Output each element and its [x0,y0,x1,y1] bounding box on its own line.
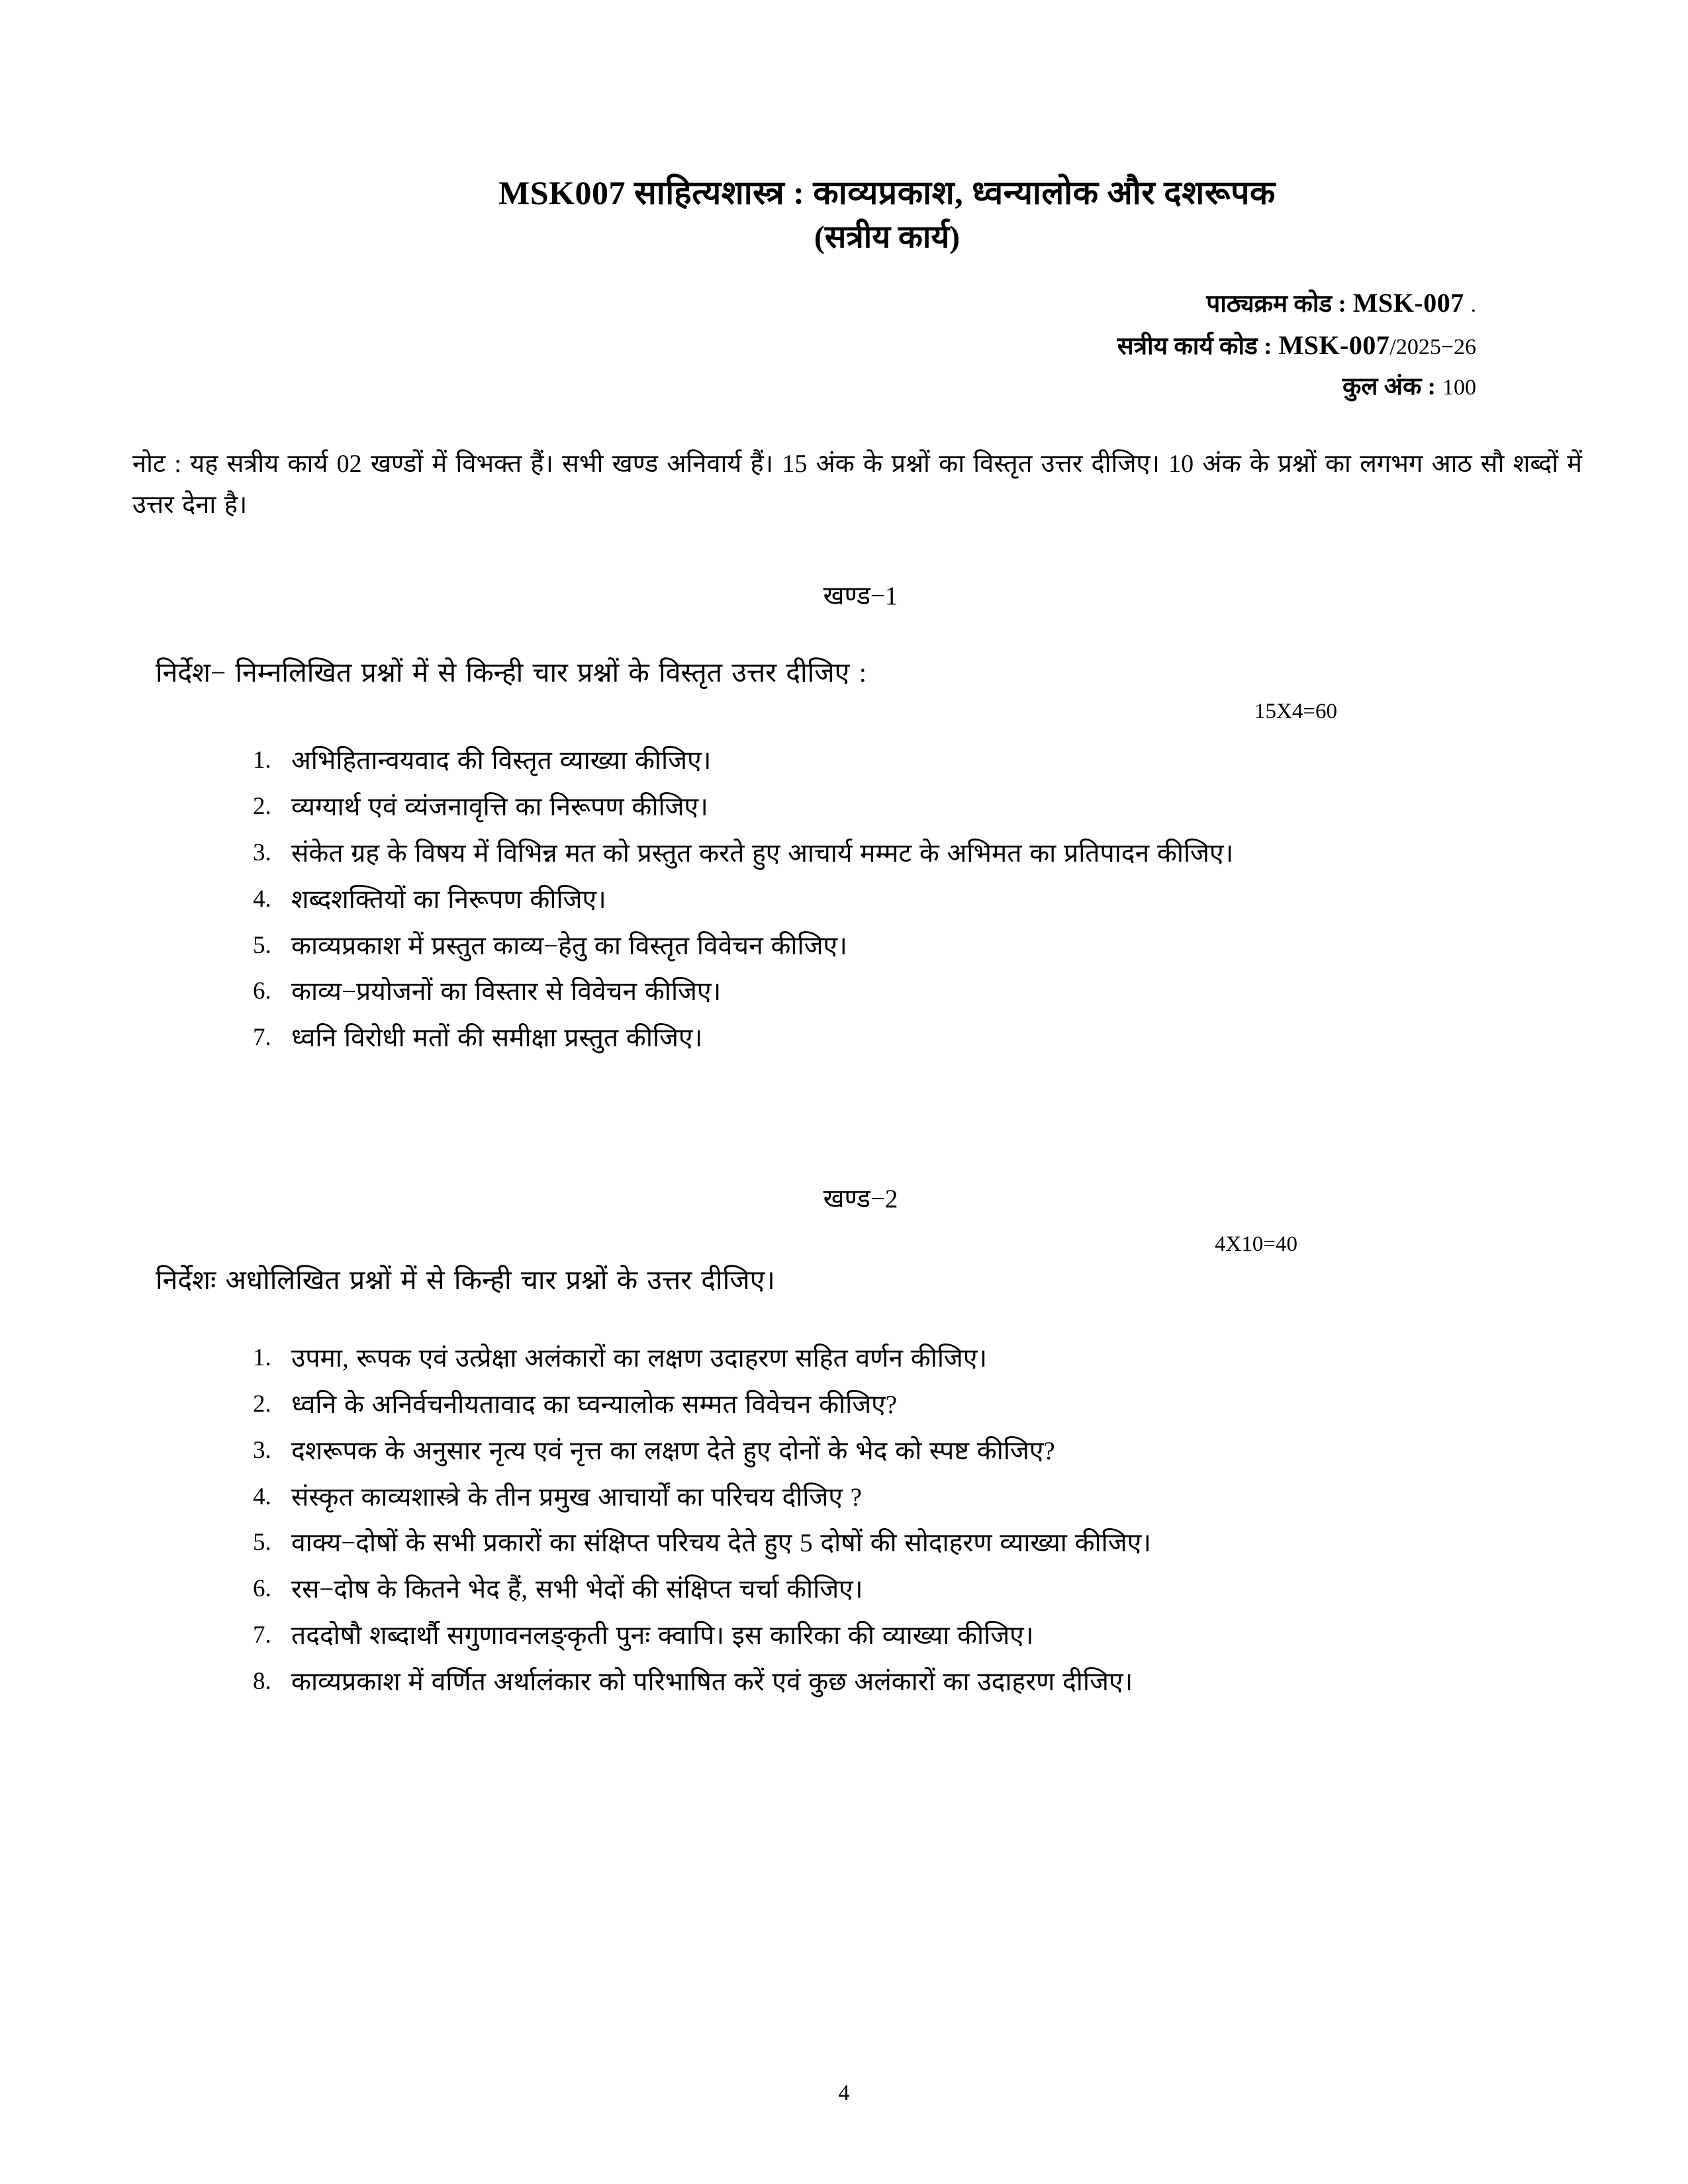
section-2-heading: खण्ड−2 [823,1185,898,1214]
section-1-marks: 15X4=60 [1254,700,1337,724]
list-item: वाक्य−दोषों के सभी प्रकारों का संक्षिप्त परिचय देते हुए 5 दोषों की सोदाहरण व्याख्या कीजिए। [291,1529,1152,1558]
page-title-text: साहित्यशास्त्र : काव्यप्रकाश, ध्वन्यालोक और दशरूपक [625,174,1276,211]
total-marks-row [192,367,1476,407]
page-number: 4 [838,2081,850,2105]
list-item: शब्दशक्तियों का निरूपण कीजिए। [291,885,606,914]
document-title-block [218,172,1556,259]
page-title [218,172,1556,214]
list-item: दशरूपक के अनुसार नृत्य एवं नृत्त का लक्षण देते हुए दोनों के भेद को स्पष्ट कीजिए? [291,1436,1055,1465]
list-item: अभिहितान्वयवाद की विस्तृत व्याख्या कीजिए। [291,747,712,776]
section-2-marks: 4X10=40 [1215,1232,1297,1257]
instructions-note [132,444,1582,525]
assignment-code-value: MSK-007 [1278,330,1390,361]
list-item: संस्कृत काव्यशास्त्रे के तीन प्रमुख आचार्यों का परिचय दीजिए ? [291,1482,862,1512]
section-1-instruction: निर्देश− निम्नलिखित प्रश्नों में से किन्ही चार प्रश्नों के विस्तृत उत्तर दीजिए : [156,657,867,688]
course-code-label: पाठ्यक्रम कोड : [1206,290,1346,318]
list-item: ध्वनि के अनिर्वचनीयतावाद का घ्वन्यालोक सम्मत विवेचन कीजिए? [291,1390,898,1419]
section-1-question-list [192,741,1556,1059]
course-code-value: MSK-007 [1352,287,1464,318]
list-item: तददोषौ शब्दार्थौ सगुणावनलङ्कृती पुनः क्वापि। इस कारिका की व्याख्या कीजिए। [291,1621,1034,1651]
course-code-row [192,282,1476,325]
note-text: यह सत्रीय कार्य 02 खण्डों में विभक्त हैं। सभी खण्ड अनिवार्य हैं। 15 अंक के प्रश्नों का विस्तृत उत्तर दीजिए। 10 अंक के प्रश्नों का लगभग आठ सौ शब्दों में उत्तर देना है। [132,450,1583,519]
section-2-instruction: निर्देशः अधोलिखित प्रश्नों में से किन्ही चार प्रश्नों के उत्तर दीजिए। [156,1265,775,1296]
section-2-question-list [192,1339,1556,1703]
note-label: नोट : [132,450,181,478]
assignment-session: /2025−26 [1389,335,1476,360]
list-item: उपमा, रूपक एवं उत्प्रेक्षा अलंकारों का लक्षण उदाहरण सहित वर्णन कीजिए। [291,1344,988,1373]
total-marks-value: 100 [1442,375,1476,400]
course-meta-block [192,282,1556,408]
list-item: संकेत ग्रह के विषय में विभिन्न मत को प्रस्तुत करते हुए आचार्य मम्मट के अभिमत का प्रतिपादन कीजिए। [291,839,1234,868]
course-code-trailing: . [1470,293,1476,317]
assignment-code-label: सत्रीय कार्य कोड : [1117,333,1272,361]
list-item: काव्यप्रकाश में प्रस्तुत काव्य−हेतु का विस्तृत विवेचन कीजिए। [291,931,847,960]
assignment-code-row [192,324,1476,367]
page-title-course-code: MSK007 [498,174,626,211]
list-item: ध्वनि विरोधी मतों की समीक्षा प्रस्तुत कीजिए। [291,1024,703,1053]
total-marks-label: कुल अंक : [1342,373,1436,401]
list-item: काव्य−प्रयोजनों का विस्तार से विवेचन कीजिए। [291,978,722,1007]
page-subtitle: (सत्रीय कार्य) [814,219,961,255]
list-item: व्यग्यार्थ एवं व्यंजनावृत्ति का निरूपण कीजिए। [291,793,708,822]
list-item: काव्यप्रकाश में वर्णित अर्थालंकार को परिभाषित करें एवं कुछ अलंकारों का उदाहरण दीजिए। [291,1667,1133,1696]
section-gap [192,1065,1556,1128]
section-1-heading: खण्ड−1 [823,582,898,611]
list-item: रस−दोष के कितने भेद हैं, सभी भेदों की संक्षिप्त चर्चा कीजिए। [291,1575,863,1604]
